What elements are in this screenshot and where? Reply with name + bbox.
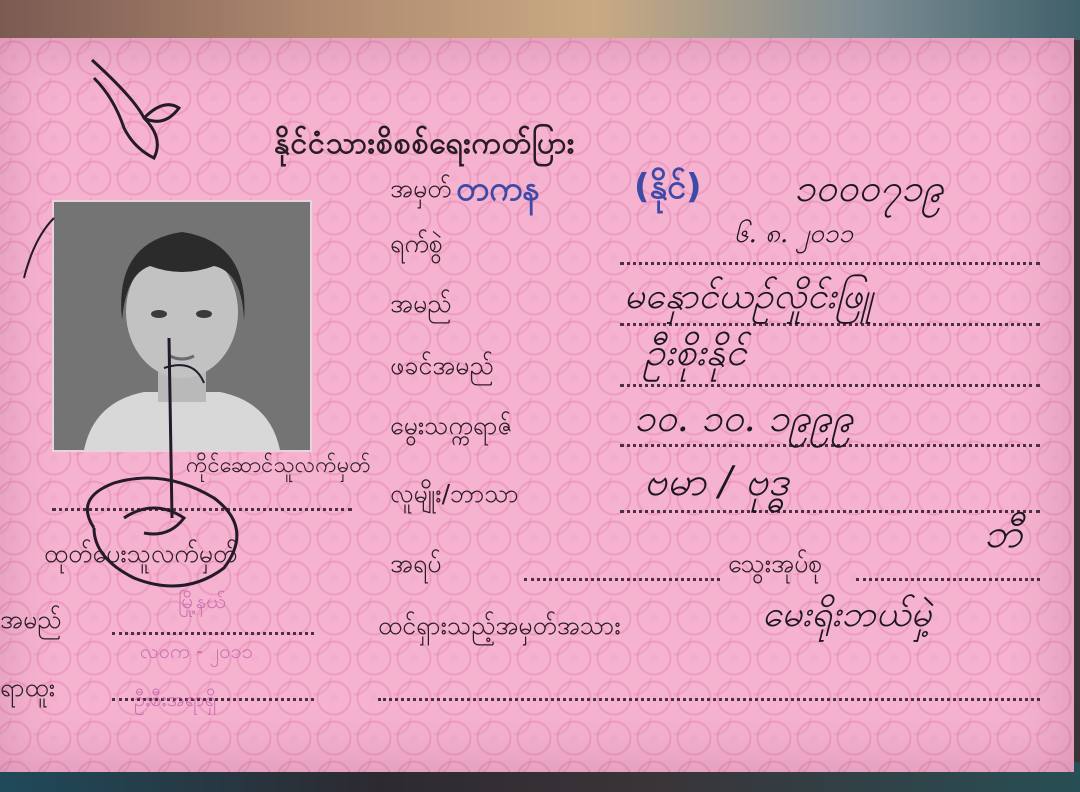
issuer-name-label: အမည် bbox=[0, 605, 62, 634]
distinctive-mark-label: ထင်ရှားသည့်အမှတ်အသား bbox=[378, 611, 621, 640]
number-region: တကန bbox=[456, 169, 540, 209]
number-label: အမှတ် bbox=[390, 174, 452, 203]
card-title: နိုင်ငံသားစိစစ်ရေးကတ်ပြား bbox=[274, 126, 576, 161]
height-line bbox=[524, 578, 720, 581]
issuer-name-line bbox=[112, 632, 314, 635]
number-value: ၁၀၀၀၇၁၉ bbox=[794, 166, 944, 210]
dob-label: မွေးသက္ကရာဇ် bbox=[390, 411, 513, 440]
id-card bbox=[0, 38, 1074, 772]
distinctive-mark-value: မေးရိုးဘယ်မှဲ့ bbox=[762, 594, 932, 635]
blood-group-line bbox=[856, 578, 1040, 581]
issue-date-label: ရက်စွဲ bbox=[390, 229, 443, 258]
holder-signature-label: ကိုင်ဆောင်သူလက်မှတ် bbox=[186, 453, 371, 478]
seal-line-2: လဝက - ၂၀၁၁ bbox=[140, 639, 254, 663]
blood-group-value: ဘီ bbox=[984, 511, 1023, 557]
father-name-line bbox=[620, 384, 1040, 387]
background-top bbox=[0, 0, 1080, 40]
blood-group-label: သွေးအုပ်စု bbox=[728, 549, 823, 578]
seal-line-3: ဦးစီးအရာရှိ bbox=[134, 687, 217, 711]
number-type: (နိုင်) bbox=[634, 167, 702, 207]
extra-line bbox=[378, 698, 1040, 701]
issuer-signature-label: ထုတ်ပေးသူလက်မှတ် bbox=[44, 539, 238, 568]
race-religion-label: လူမျိုး/ဘာသာ bbox=[390, 479, 519, 508]
height-label: အရပ် bbox=[390, 549, 442, 578]
issue-date-value: ၆. ၈. ၂၀၁၁ bbox=[734, 219, 854, 249]
race-religion-value: ဗမာ / ဗုဒ္ဓ bbox=[644, 459, 789, 505]
father-name-value: ဦးစိုးနိုင် bbox=[644, 330, 747, 374]
name-label: အမည် bbox=[390, 289, 452, 318]
name-value: မနှောင်ယဉ်လှိုင်းဖြူ bbox=[624, 276, 873, 317]
holder-signature-line bbox=[52, 508, 352, 511]
dob-value: ၁၀. ၁၀. ၁၉၉၉ bbox=[634, 396, 854, 440]
issue-date-line bbox=[620, 262, 1040, 265]
father-name-label: ဖခင်အမည် bbox=[390, 351, 494, 380]
seal-line-1: မြို့နယ် bbox=[178, 589, 226, 613]
portrait-illustration bbox=[54, 202, 310, 450]
issuer-rank-label: ရာထူး bbox=[0, 673, 56, 702]
holder-photo bbox=[52, 200, 312, 452]
